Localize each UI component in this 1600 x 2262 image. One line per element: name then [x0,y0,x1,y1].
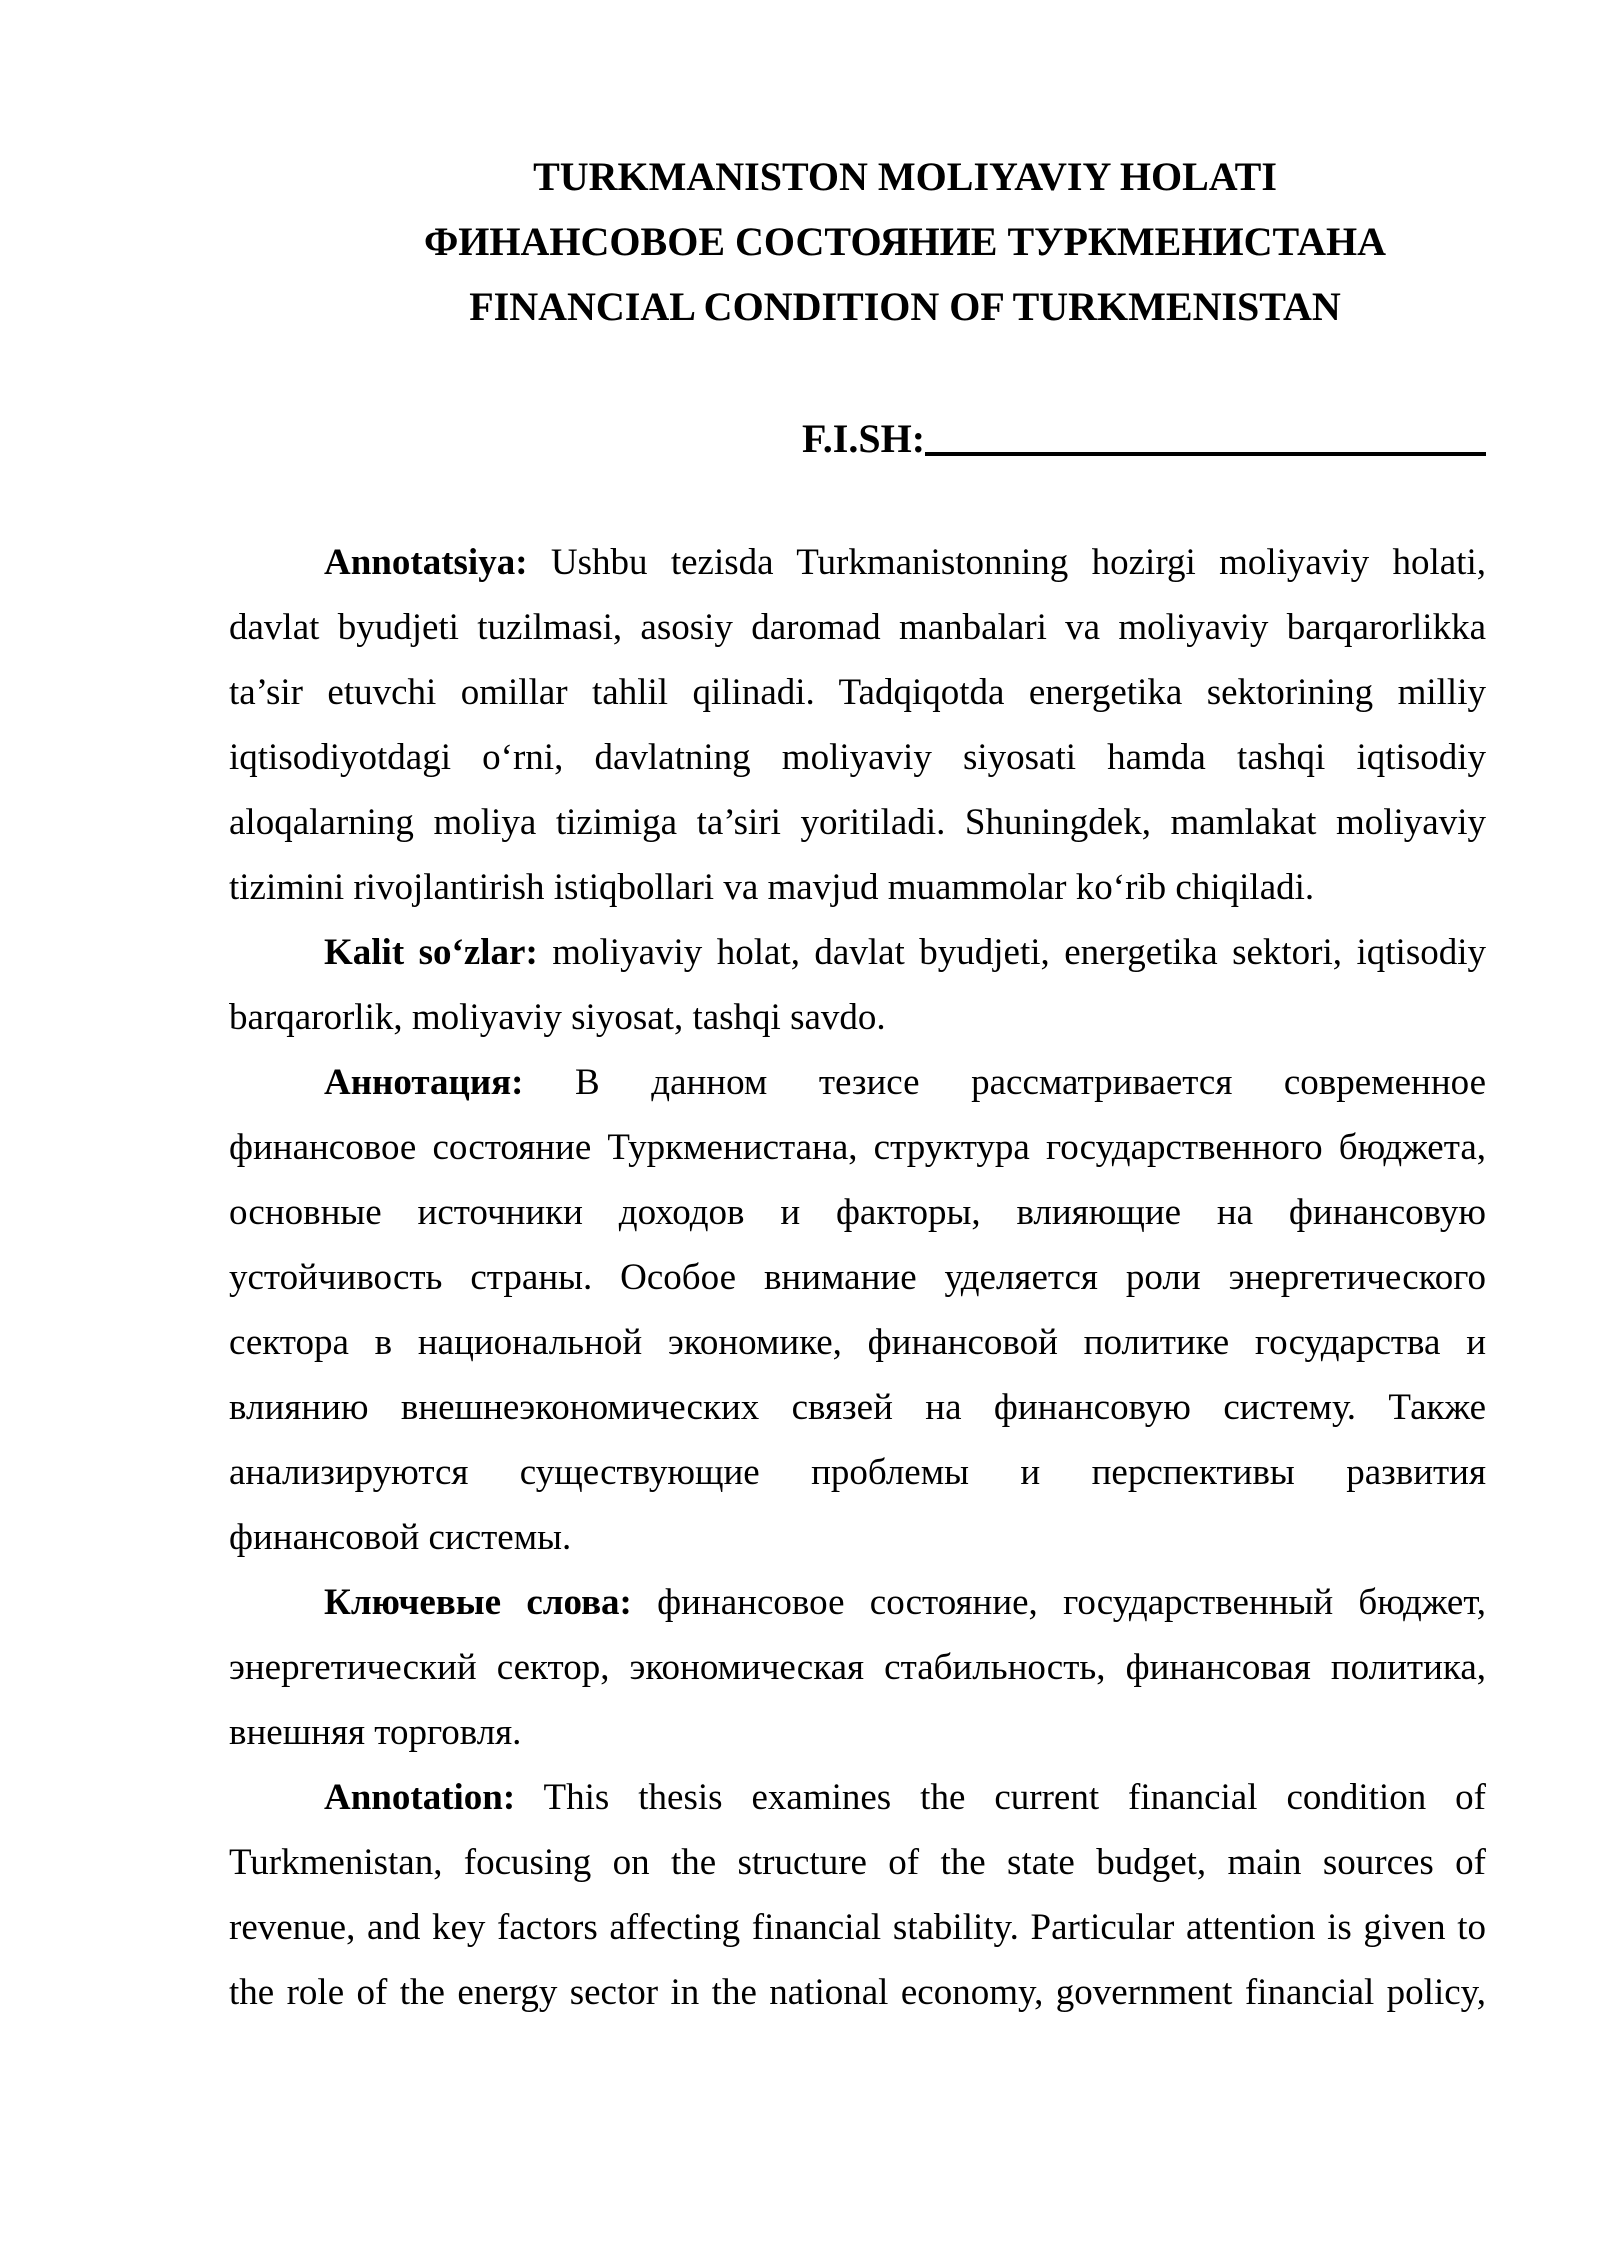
paragraph-annotaciya-ru [229,1050,1486,1570]
paragraph-annotation-en [229,1765,1486,2025]
paragraph-line: финансовое состояние Туркменистана, структура государственного бюджета, [229,1127,1486,1168]
paragraph-line: Annotation: This thesis examines the current financial condition of [324,1777,1486,1818]
paragraph-line: финансовой системы. [229,1517,572,1558]
paragraph-line: revenue, and key factors affecting financial stability. Particular attention is given to [229,1907,1486,1948]
paragraph-line: Аннотация: В данном тезисе рассматривается современное [324,1062,1486,1103]
paragraph-line: barqarorlik, moliyaviy siyosat, tashqi savdo. [229,997,886,1038]
paragraph-lead-in: Kalit soʻzlar: [324,932,538,973]
fish-signature-row [229,406,1486,471]
title-line-en: FINANCIAL CONDITION OF TURKMENISTAN [469,284,1341,329]
paragraph-lead-in: Ключевые слова: [324,1582,632,1623]
paragraph-kalit-sozlar [229,920,1486,1050]
paragraph-line: davlat byudjeti tuzilmasi, asosiy daromad manbalari va moliyaviy barqarorlikka [229,607,1486,648]
paragraph-lead-in: Аннотация: [324,1062,524,1103]
paragraph-line: устойчивость страны. Особое внимание уделяется роли энергетического [229,1257,1486,1298]
paragraph-line: aloqalarning moliya tizimiga ta’siri yoritiladi. Shuningdek, mamlakat moliyaviy [229,802,1486,843]
paragraph-line: анализируются существующие проблемы и перспективы развития [229,1452,1486,1493]
title-line-uz: TURKMANISTON MOLIYAVIY HOLATI [533,154,1277,199]
fish-label: F.I.SH: [802,416,926,461]
paragraph-line: основные источники доходов и факторы, влияющие на финансовую [229,1192,1486,1233]
body-block [229,530,1486,2025]
paragraph-line: энергетический сектор, экономическая стабильность, финансовая политика, [229,1647,1486,1688]
paragraph-lead-in: Annotation: [324,1777,516,1818]
paragraph-line: the role of the energy sector in the national economy, government financial policy, [229,1972,1486,2013]
paragraph-line: внешняя торговля. [229,1712,522,1753]
paragraph-annotatsiya-uz [229,530,1486,920]
paragraph-line: Annotatsiya: Ushbu tezisda Turkmanistonning hozirgi moliyaviy holati, [324,542,1486,583]
paragraph-line: Ключевые слова: финансовое состояние, государственный бюджет, [324,1582,1486,1623]
paragraph-line: iqtisodiyotdagi oʻrni, davlatning moliyaviy siyosati hamda tashqi iqtisodiy [229,737,1486,778]
title-line-ru: ФИНАНСОВОЕ СОСТОЯНИЕ ТУРКМЕНИСТАНА [423,219,1387,264]
paragraph-line: Turkmenistan, focusing on the structure of the state budget, main sources of [229,1842,1486,1883]
paragraph-line: ta’sir etuvchi omillar tahlil qilinadi. Tadqiqotda energetika sektorining milliy [229,672,1486,713]
paragraph-line: влиянию внешнеэкономических связей на финансовую систему. Также [229,1387,1486,1428]
paragraph-line: Kalit soʻzlar: moliyaviy holat, davlat byudjeti, energetika sektori, iqtisodiy [324,932,1487,973]
paragraph-klyuchevye-slova [229,1570,1486,1765]
paragraph-line: tizimini rivojlantirish istiqbollari va mavjud muammolar koʻrib chiqiladi. [229,867,1315,908]
signature-blank-line [925,452,1486,456]
paragraph-line: сектора в национальной экономике, финансовой политике государства и [229,1322,1486,1363]
paragraph-lead-in: Annotatsiya: [324,542,528,583]
document-title [324,0,1486,339]
